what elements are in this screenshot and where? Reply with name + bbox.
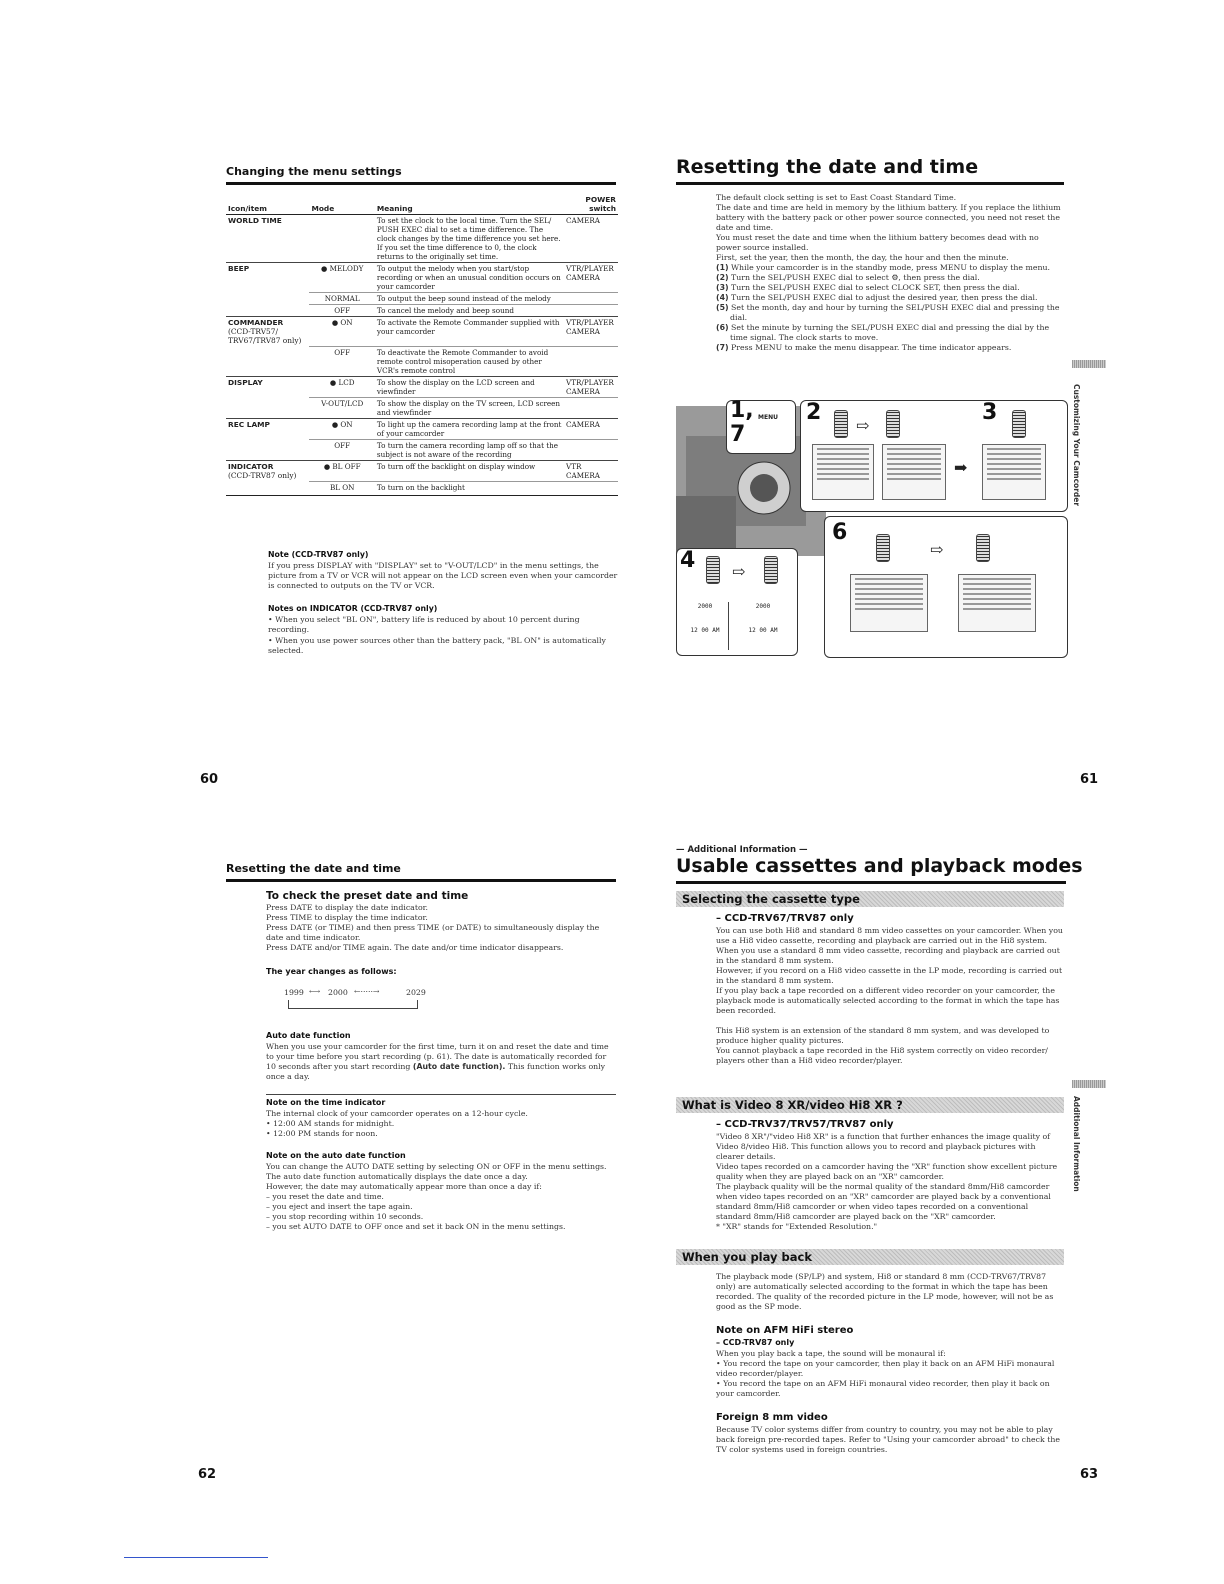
bar-what-is-video8xr-label: What is Video 8 XR/video Hi8 XR ?	[682, 1098, 903, 1112]
menu-row-meaning	[375, 293, 564, 305]
menu-row-mode-text: ● BL OFF	[323, 461, 361, 471]
step-text: Turn the SEL/PUSH EXEC dial to select ⚙, then press the dial.	[731, 273, 980, 282]
menu-row-meaning-text: To activate the Remote Commander supplied with your camcorder	[376, 318, 560, 336]
menu-row-meaning-text: To output the melody when you start/stop recording or when an unusual condition occurs on your camcorder	[376, 264, 561, 291]
menu-row-power	[564, 481, 618, 493]
step-number: (1)	[716, 263, 729, 272]
label-step-6: 6	[832, 520, 848, 545]
menu-row-meaning-text: To show the display on the LCD screen and viewfinder	[376, 377, 535, 396]
step-number: (2)	[716, 273, 729, 282]
menu-row-mode	[309, 460, 374, 481]
p60-note2-title: Notes on INDICATOR (CCD-TRV87 only)	[268, 604, 438, 613]
menu-row-item	[226, 305, 309, 317]
menu-row-power	[564, 460, 618, 481]
p63-section-label: — Additional Information —	[676, 845, 808, 855]
p63-s1-p3: If you play back a tape recorded on a different video recorder on your camcorder, the playback mode is automatically selected according to the format in which the tape has been recorded.	[716, 986, 1060, 1015]
bar-selecting-cassette-label: Selecting the cassette type	[682, 892, 860, 906]
p61-side-label: Customizing Your Camcorder	[1072, 384, 1081, 507]
menu-row-mode-text: ● MELODY	[321, 264, 364, 273]
dial-icon-2b	[886, 410, 900, 438]
p62-heading: Resetting the date and time	[226, 862, 401, 875]
p63-afm-model: – CCD-TRV87 only	[716, 1338, 795, 1347]
p63-afm-b1: • You record the tape on your camcorder, then play it back on an AFM HiFi monaural video recorder/player.	[716, 1359, 1055, 1378]
year-loop-line	[288, 1000, 418, 1009]
menu-row-meaning-text: To turn on the backlight	[376, 482, 465, 492]
p61-intro1: The default clock setting is set to East Coast Standard Time.	[716, 193, 957, 202]
p61-intro	[716, 193, 1062, 353]
p60-note1-text: If you press DISPLAY with "DISPLAY" set to "V-OUT/LCD" in the menu settings, the picture from a TV or VCR will not appear on the LCD screen even when your camcorder is connected to outputs on the TV or VCR.	[268, 561, 618, 590]
col-meaning-header: Meaning	[376, 204, 413, 213]
menu-row-meaning-text: To cancel the melody and beep sound	[376, 306, 514, 315]
bar-what-is-video8xr	[676, 1097, 1064, 1113]
menu-row-power-text: VTR CAMERA	[566, 461, 600, 480]
p61-intro3: You must reset the date and time when the lithium battery becomes dead with no power source installed.	[716, 233, 1039, 252]
menu-row-meaning	[375, 418, 564, 439]
p62-ad7: – you set AUTO DATE to OFF once and set it back ON in the menu settings.	[266, 1222, 566, 1231]
p63-s1-p1: You can use both Hi8 and standard 8 mm video cassettes on your camcorder. When you use a Hi8 video cassette, recording and playback are carried out in the Hi8 system. When you use a standard 8 mm video cassette, recording and playback are carried out in the standard 8 mm system.	[716, 926, 1063, 965]
p62-check-block	[266, 903, 616, 953]
menu-row	[226, 376, 618, 397]
camcorder-lens-inner	[750, 474, 778, 502]
year-screen-b	[738, 602, 788, 650]
menu-row-item-text: INDICATOR	[228, 461, 274, 471]
menu-row-power	[564, 376, 618, 397]
menu-row	[226, 215, 618, 263]
p62-t2: Press TIME to display the time indicator.	[266, 913, 428, 922]
step-text: Press MENU to make the menu disappear. The time indicator appears.	[731, 343, 1012, 352]
side-tab-63	[1072, 1080, 1106, 1088]
p62-autodate-block	[266, 1162, 618, 1232]
p63-s1-p4: This Hi8 system is an extension of the standard 8 mm system, and was developed to produce higher quality pictures.	[716, 1026, 1050, 1045]
dial-icon-2	[834, 410, 848, 438]
p63-s2-model: – CCD-TRV37/TRV57/TRV87 only	[716, 1119, 894, 1130]
p62-ad5: – you eject and insert the tape again.	[266, 1202, 413, 1211]
menu-row-meaning	[375, 215, 564, 263]
arrow-both-icon: ⟷	[309, 987, 321, 996]
menu-row	[226, 317, 618, 347]
side-tab-61	[1072, 360, 1106, 368]
p63-afm-title: Note on AFM HiFi stereo	[716, 1325, 854, 1336]
menu-row-item	[226, 215, 309, 263]
step-number: (7)	[716, 343, 729, 352]
p62-autodate-title: Note on the auto date function	[266, 1151, 406, 1160]
p63-s1-p2: However, if you record on a Hi8 video cassette in the LP mode, recording is carried out in the standard 8 mm system.	[716, 966, 1063, 985]
year-screen-a-time: 12 00 AM	[690, 627, 720, 634]
menu-row-power	[564, 397, 618, 418]
menu-row-mode-text: BL ON	[329, 482, 355, 492]
menu-row-power	[564, 305, 618, 317]
p60-note2-b2: • When you use power sources other than the battery pack, "BL ON" is automatically selected.	[268, 636, 606, 655]
menu-row	[226, 481, 618, 493]
menu-row-power-text: VTR/PLAYER CAMERA	[566, 318, 614, 336]
year-1999: 1999	[284, 988, 304, 997]
menu-row-item	[226, 293, 309, 305]
menu-row-mode	[309, 439, 374, 460]
menu-row-mode-text: V-OUT/LCD	[321, 398, 364, 408]
menu-row-item	[226, 346, 309, 376]
p62-time-b1: • 12:00 AM stands for midnight.	[266, 1119, 395, 1128]
menu-row-mode-text: ● LCD	[329, 377, 355, 387]
p62-ad3: However, the date may automatically appear more than once a day if:	[266, 1182, 542, 1191]
p62-ad1: You can change the AUTO DATE setting by selecting ON or OFF in the menu settings.	[266, 1162, 607, 1171]
bar-selecting-cassette	[676, 891, 1064, 907]
menu-row-item	[226, 263, 309, 293]
menu-row-mode	[309, 481, 374, 493]
year-screen-a	[682, 602, 729, 650]
p63-foreign-text: Because TV color systems differ from country to country, you may not be able to play back foreign pre-recorded tapes. Refer to "Using your camcorder abroad" to check the TV color systems used in foreign countries.	[716, 1425, 1061, 1454]
arrow-right-icon: ➡	[954, 458, 968, 477]
menu-row-power	[564, 439, 618, 460]
step-text: Turn the SEL/PUSH EXEC dial to adjust the desired year, then press the dial.	[731, 293, 1038, 302]
p62-t1: Press DATE to display the date indicator.	[266, 903, 429, 912]
menu-row-meaning	[375, 317, 564, 347]
menu-row-mode	[309, 305, 374, 317]
menu-row	[226, 397, 618, 418]
menu-row-item-text: BEEP	[228, 264, 250, 273]
menu-row-meaning	[375, 460, 564, 481]
arrow-cycle-icon: ←·····→	[354, 987, 380, 996]
label-step-7: 7	[730, 422, 746, 447]
step-text: Turn the SEL/PUSH EXEC dial to select CLOCK SET, then press the dial.	[731, 283, 1020, 292]
step-text: While your camcorder is in the standby mode, press MENU to display the menu.	[731, 263, 1050, 272]
menu-row-mode-text: ● ON	[331, 419, 353, 429]
menu-row-meaning	[375, 346, 564, 376]
label-menu: MENU	[758, 414, 778, 421]
menu-row-item	[226, 460, 309, 481]
menu-row-power-text: CAMERA	[566, 419, 600, 429]
menu-row-power-text: VTR/PLAYER CAMERA	[566, 377, 614, 396]
year-screen-b-year: 2000	[755, 603, 771, 610]
p62-ad4: – you reset the date and time.	[266, 1192, 384, 1201]
p60-note1-title: Note (CCD-TRV87 only)	[268, 550, 369, 559]
menu-row-meaning	[375, 263, 564, 293]
p63-s2-p1: "Video 8 XR"/"video Hi8 XR" is a function that further enhances the image quality of Video 8/video Hi8. This function allows you to record and playback pictures with clearer details.	[716, 1132, 1051, 1161]
year-screen-a-year: 2000	[697, 603, 713, 610]
year-screen-b-time: 12 00 AM	[748, 627, 778, 634]
p62-t4: Press DATE and/or TIME again. The date and/or time indicator disappears.	[266, 943, 564, 952]
menu-row-meaning	[375, 439, 564, 460]
menu-row-meaning	[375, 376, 564, 397]
menu-row-mode	[309, 397, 374, 418]
menu-row-meaning	[375, 481, 564, 493]
p62-time-b2: • 12:00 PM stands for noon.	[266, 1129, 378, 1138]
p60-heading-rule	[226, 182, 616, 185]
menu-row	[226, 439, 618, 460]
menu-table-bottom-rule	[226, 493, 618, 496]
menu-row-item-text: DISPLAY	[228, 377, 263, 387]
menu-row-mode-text: OFF	[334, 440, 351, 450]
p62-sub1: To check the preset date and time	[266, 890, 469, 902]
p63-s2-p4: * "XR" stands for "Extended Resolution."	[716, 1222, 878, 1231]
menu-row-meaning-text: To set the clock to the local time. Turn the SEL/ PUSH EXEC dial to set a time difference. The clock changes by the time difference you set here. If you set the time difference to 0, the clock returns to the originally set time.	[376, 216, 561, 261]
p62-heading-rule	[226, 879, 616, 882]
p61-intro2: The date and time are held in memory by the lithium battery. If you replace the lithium battery with the battery pack or other power source connected, you need not reset the date and time.	[716, 203, 1061, 232]
menu-row-meaning-text: To turn off the backlight on display window	[376, 461, 536, 471]
page-number-62: 62	[198, 1467, 217, 1482]
p63-side-label: Additional Information	[1072, 1096, 1081, 1192]
p61-steps	[716, 263, 1062, 353]
step-number: (3)	[716, 283, 729, 292]
p62-auto-text	[266, 1042, 618, 1082]
lcd-setup-menu-1	[812, 444, 874, 500]
menu-row-power-text: CAMERA	[566, 216, 600, 225]
menu-row	[226, 418, 618, 439]
label-step-3: 3	[982, 400, 998, 425]
dial-icon-3	[1012, 410, 1026, 438]
p63-s1-model: – CCD-TRV67/TRV87 only	[716, 913, 854, 924]
menu-row-mode	[309, 418, 374, 439]
menu-row-meaning-text: To show the display on the TV screen, LCD screen and viewfinder	[376, 398, 561, 417]
p63-s2-p3: The playback quality will be the normal quality of the standard 8mm/Hi8 camcorder when video tapes recorded on an "XR" camcorder are played back by a conventional standard 8mm/Hi8 camcorder or when video tapes recorded on a conventional standard 8mm/Hi8 camcorder are played back on the "XR" camcorder.	[716, 1182, 1051, 1221]
p61-heading-rule	[676, 182, 1064, 185]
menu-row-meaning	[375, 305, 564, 317]
p62-auto-text-c: This function works only once a day.	[266, 1062, 606, 1081]
p63-s1-block	[716, 926, 1066, 1066]
p62-time-block	[266, 1109, 616, 1139]
menu-row-power	[564, 293, 618, 305]
arrow-icon-2: ⇨	[856, 416, 870, 435]
col-icon-header: Icon/item	[228, 204, 267, 213]
p62-auto-text-b: (Auto date function).	[412, 1062, 506, 1071]
p62-divider	[266, 1094, 616, 1095]
menu-row-meaning-text: To deactivate the Remote Commander to avoid remote control misoperation caused by other VCR's remote control	[376, 347, 549, 375]
p60-heading: Changing the menu settings	[226, 165, 402, 178]
menu-row-mode-text: OFF	[334, 347, 351, 357]
step-item	[716, 263, 1062, 273]
step-text: Set the minute by turning the SEL/PUSH EXEC dial and pressing the dial by the time signal. The clock starts to move.	[730, 323, 1050, 342]
menu-row-item-text: REC LAMP	[228, 419, 270, 429]
p61-heading: Resetting the date and time	[676, 156, 979, 178]
dial-icon-6b	[976, 534, 990, 562]
menu-row-power	[564, 317, 618, 347]
menu-row	[226, 305, 618, 317]
menu-row-mode-text: OFF	[334, 306, 351, 315]
p63-s2-block	[716, 1132, 1062, 1232]
menu-row-mode	[309, 317, 374, 347]
menu-row-item	[226, 418, 309, 439]
year-cycle-diagram	[284, 988, 444, 1012]
p62-ad2: The auto date function automatically displays the date once a day.	[266, 1172, 528, 1181]
menu-row-power	[564, 418, 618, 439]
menu-row-meaning	[375, 397, 564, 418]
p62-time-title: Note on the time indicator	[266, 1098, 386, 1107]
menu-row	[226, 293, 618, 305]
menu-row-item-text: COMMANDER	[228, 318, 284, 327]
menu-row	[226, 346, 618, 376]
menu-row-mode	[309, 376, 374, 397]
lcd-setup-menu-6a	[850, 574, 928, 632]
footer-blue-line	[124, 1557, 268, 1558]
menu-row-item	[226, 317, 309, 347]
p63-s2-p2: Video tapes recorded on a camcorder having the "XR" function show excellent picture quality when they are played back on an "XR" camcorder.	[716, 1162, 1058, 1181]
step-item	[716, 303, 1062, 323]
step-text: Set the month, day and hour by turning the SEL/PUSH EXEC dial and pressing the dial.	[730, 303, 1060, 322]
menu-row-power	[564, 346, 618, 376]
arrow-icon-4: ⇨	[732, 562, 746, 581]
p63-s3-p1: The playback mode (SP/LP) and system, Hi8 or standard 8 mm (CCD-TRV67/TRV87 only) are automatically selected according to the format in which the tape has been recorded. The quality of the recorded picture in the LP mode, however, will not be as good as the SP mode.	[716, 1272, 1054, 1311]
year-2029: 2029	[406, 988, 426, 997]
step-item	[716, 343, 1062, 353]
p62-year-title: The year changes as follows:	[266, 967, 397, 976]
step-item	[716, 283, 1062, 293]
menu-row-mode	[309, 263, 374, 293]
lcd-setup-menu-2	[882, 444, 946, 500]
menu-row-mode	[309, 215, 374, 263]
menu-row-mode	[309, 293, 374, 305]
dial-icon-6	[876, 534, 890, 562]
dial-icon-4	[706, 556, 720, 584]
step-number: (4)	[716, 293, 729, 302]
clock-set-figure	[676, 396, 1068, 658]
menu-row-item	[226, 397, 309, 418]
menu-row-power	[564, 215, 618, 263]
p63-foreign-title: Foreign 8 mm video	[716, 1412, 828, 1423]
lcd-setup-menu-3	[982, 444, 1046, 500]
label-step-1: 1,	[730, 398, 754, 423]
p62-t3: Press DATE (or TIME) and then press TIME (or DATE) to simultaneously display the date and time indicator.	[266, 923, 600, 942]
step-item	[716, 273, 1062, 283]
p63-heading: Usable cassettes and playback modes	[676, 855, 1083, 877]
menu-row-power	[564, 263, 618, 293]
step-number: (5)	[716, 303, 729, 312]
menu-row-item-note: (CCD-TRV57/ TRV67/TRV87 only)	[228, 327, 302, 345]
bar-when-play-back	[676, 1249, 1064, 1265]
p60-note2-b1: • When you select "BL ON", battery life is reduced by about 10 percent during recording.	[268, 615, 580, 634]
dial-icon-4b	[764, 556, 778, 584]
menu-row-item-text: WORLD TIME	[228, 216, 282, 225]
p62-auto-title: Auto date function	[266, 1031, 351, 1040]
step-item	[716, 293, 1062, 303]
label-step-4: 4	[680, 548, 696, 573]
p63-s1-p5: You cannot playback a tape recorded in the Hi8 system correctly on video recorder/ players other than a Hi8 video recorder/player.	[716, 1046, 1048, 1065]
p62-auto-text-a: When you use your camcorder for the first time, turn it on and reset the date and time to your time before you start recording (p. 61). The date is automatically recorded for 10 seconds after you start recording	[266, 1042, 609, 1071]
p62-time-text: The internal clock of your camcorder operates on a 12-hour cycle.	[266, 1109, 528, 1118]
p63-afm-b2: • You record the tape on an AFM HiFi monaural video recorder, then play it back on your camcorder.	[716, 1379, 1050, 1398]
p63-heading-rule	[676, 881, 1066, 884]
p61-intro4: First, set the year, then the month, the day, the hour and then the minute.	[716, 253, 1009, 262]
menu-row-power-text: VTR/PLAYER CAMERA	[566, 264, 614, 282]
bar-when-play-back-label: When you play back	[682, 1250, 812, 1264]
col-mode-header: Mode	[311, 204, 335, 213]
menu-row-meaning-text: To turn the camera recording lamp off so that the subject is not aware of the recording	[376, 440, 559, 459]
menu-row-item	[226, 376, 309, 397]
page-number-60: 60	[200, 772, 219, 787]
menu-row-meaning-text: To output the beep sound instead of the melody	[376, 294, 551, 303]
year-2000: 2000	[328, 988, 348, 997]
menu-row-item-note: (CCD-TRV87 only)	[228, 470, 297, 480]
menu-row-mode-text: ● ON	[331, 318, 353, 327]
menu-settings-table	[226, 194, 618, 496]
step-number: (6)	[716, 323, 729, 332]
menu-row-item	[226, 481, 309, 493]
menu-row-item	[226, 439, 309, 460]
menu-row	[226, 263, 618, 293]
p62-ad6: – you stop recording within 10 seconds.	[266, 1212, 424, 1221]
lcd-setup-menu-6b	[958, 574, 1036, 632]
col-power-header: POWER switch	[585, 195, 616, 213]
p63-afm-p1: When you play back a tape, the sound will be monaural if:	[716, 1349, 946, 1358]
step-item	[716, 323, 1062, 343]
menu-row	[226, 460, 618, 481]
arrow-icon-6: ⇨	[930, 540, 944, 559]
menu-row-mode	[309, 346, 374, 376]
page-number-61: 61	[1080, 772, 1099, 787]
menu-row-meaning-text: To light up the camera recording lamp at the front of your camcorder	[376, 419, 562, 438]
menu-row-mode-text: NORMAL	[324, 294, 360, 303]
p63-afm-block	[716, 1349, 1062, 1399]
label-step-2: 2	[806, 400, 822, 425]
page-number-63: 63	[1080, 1467, 1099, 1482]
